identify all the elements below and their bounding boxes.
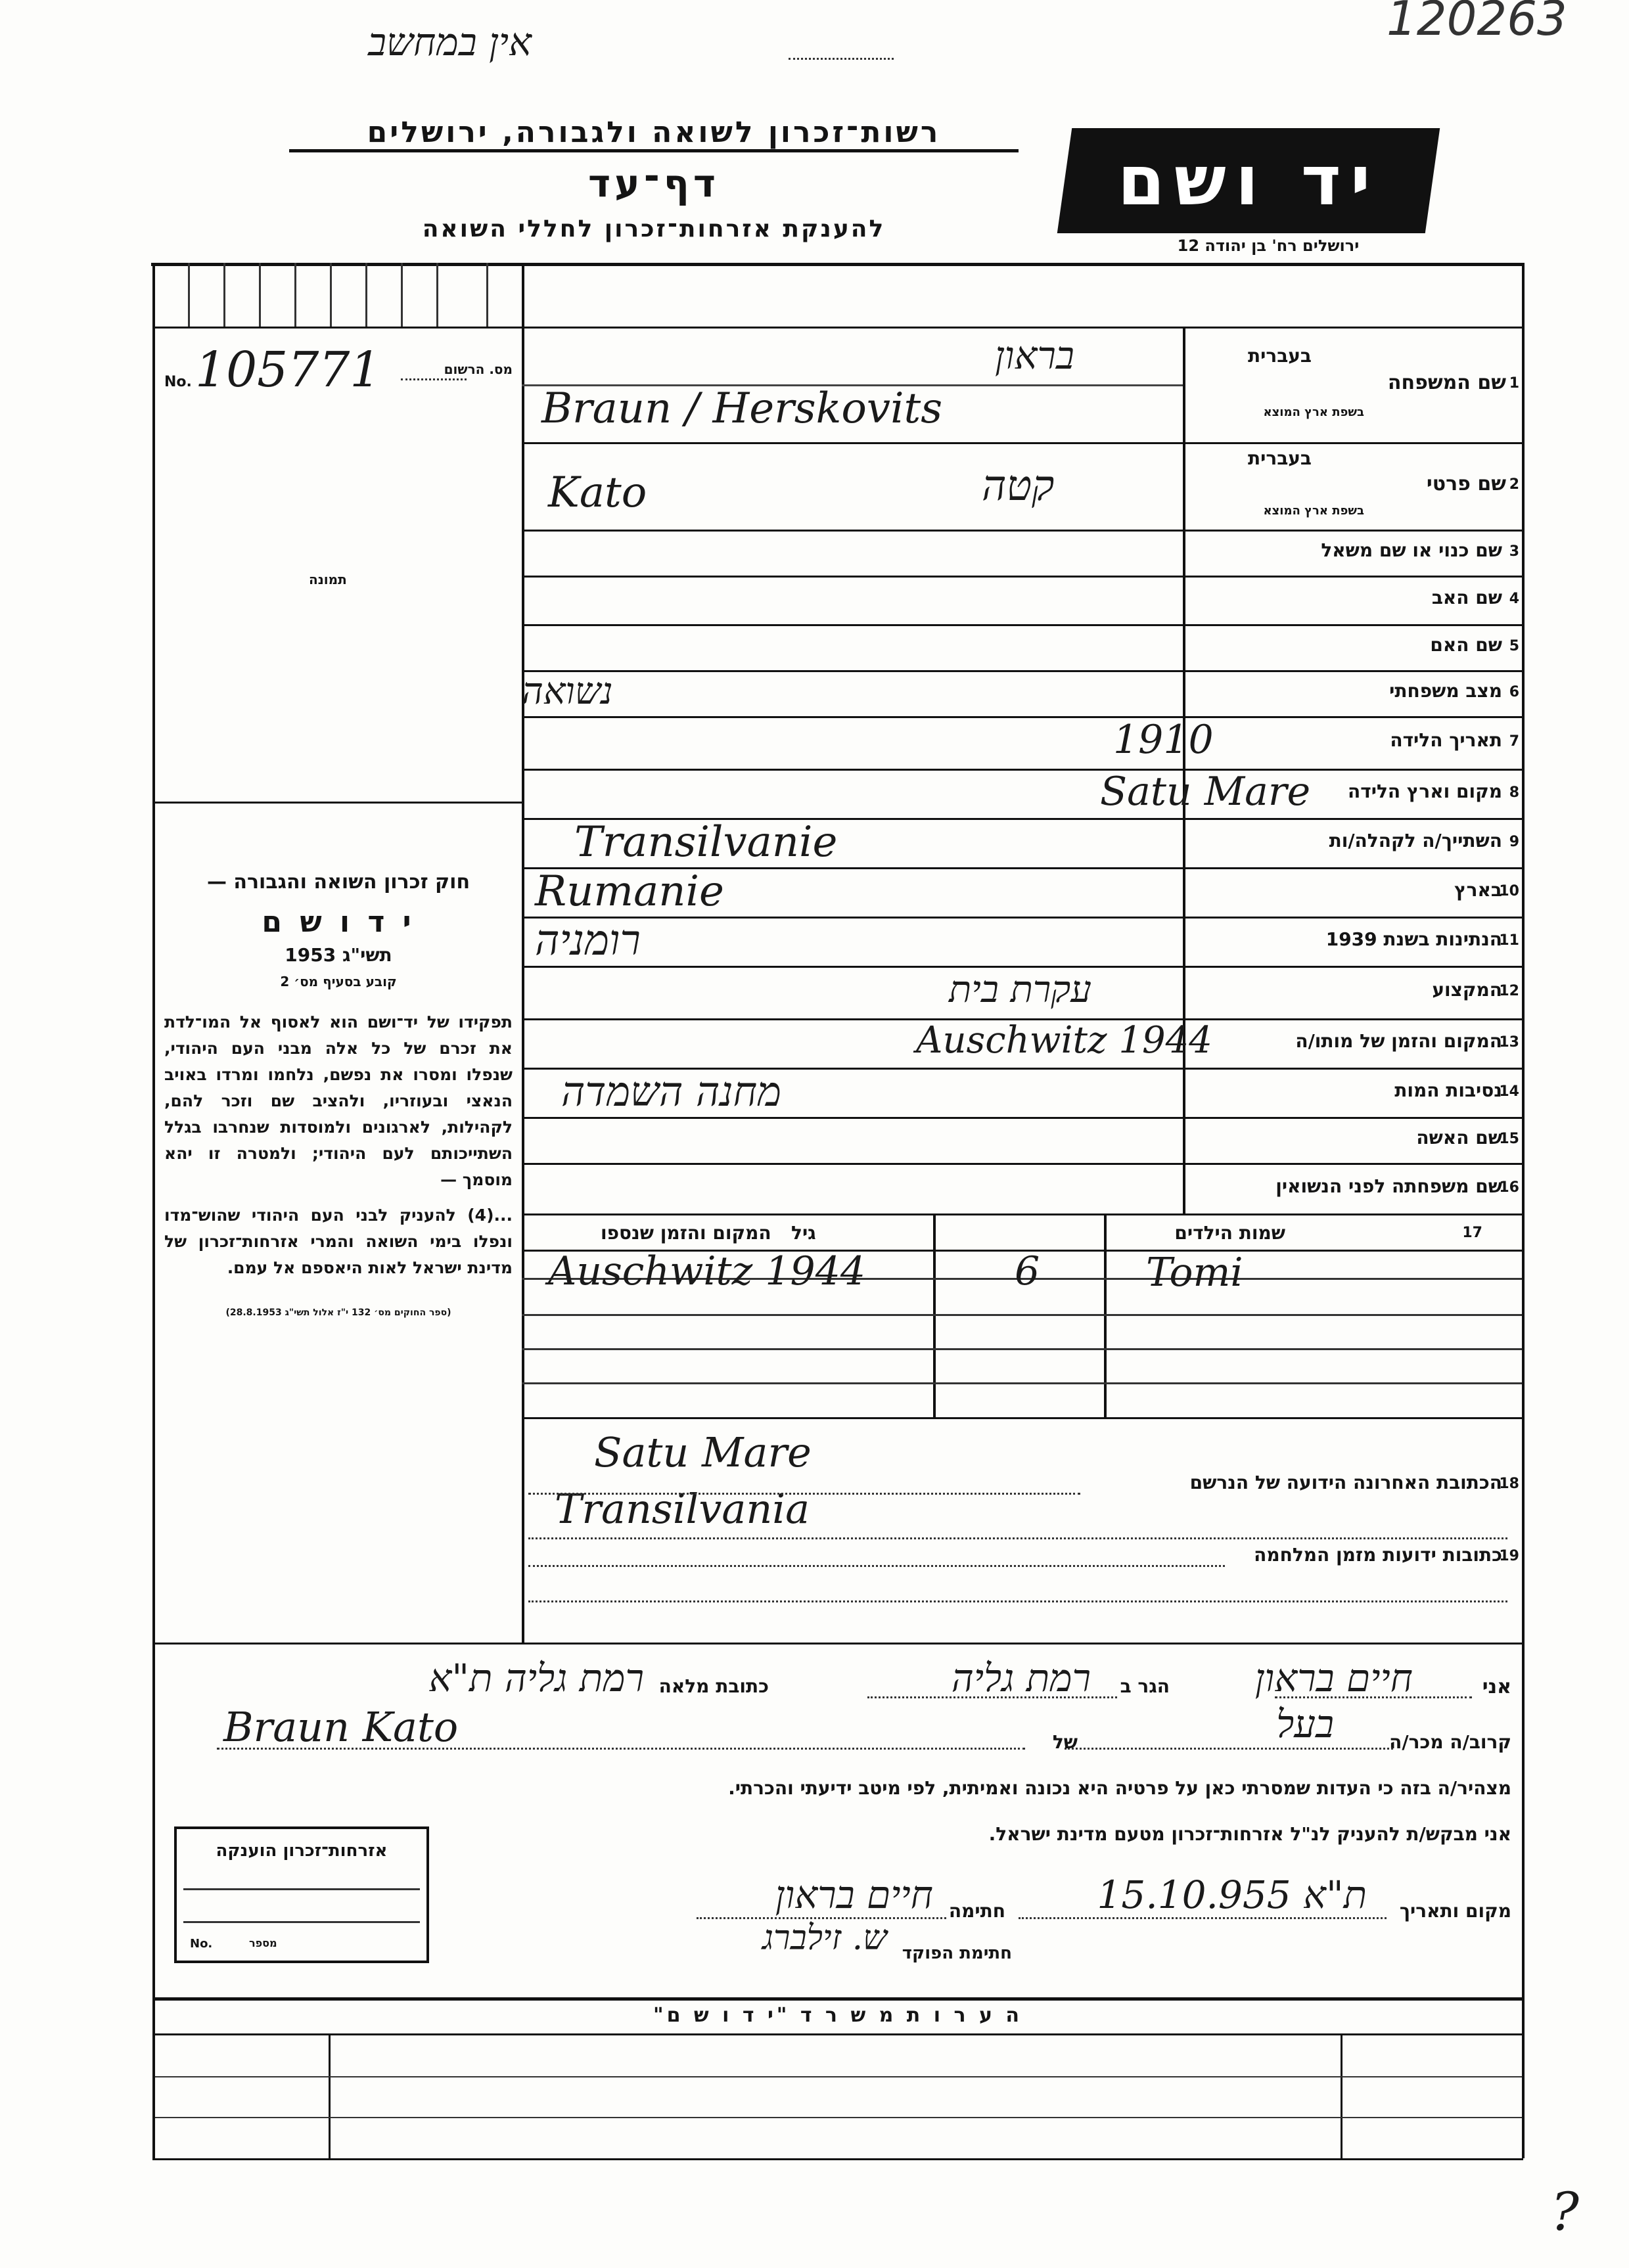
field-row-4 bbox=[522, 576, 1522, 626]
yad-vashem-logo bbox=[1057, 128, 1440, 233]
decl-relation-value: בעל bbox=[1276, 1702, 1334, 1746]
children-col-age: גיל bbox=[791, 1222, 816, 1244]
field-13-num: 13 bbox=[1499, 1033, 1519, 1051]
field-1-sub-orig: בשפת ארץ המוצא bbox=[1263, 405, 1364, 419]
field-14-num: 14 bbox=[1499, 1083, 1519, 1100]
field-19-num: 19 bbox=[1499, 1548, 1519, 1564]
decl-place-date-label: מקום ותאריך bbox=[1399, 1900, 1511, 1922]
field-19-label: כתובות ידועות מזמן המלחמה bbox=[1254, 1544, 1502, 1566]
decl-ani-label: אני bbox=[1482, 1675, 1511, 1698]
form-title: דף־עד bbox=[587, 161, 720, 206]
field-12-label: המקצוע bbox=[1432, 979, 1502, 1001]
decl-gar-label: הגר ב bbox=[1120, 1675, 1170, 1697]
law-year: תשי"ג 1953 bbox=[285, 944, 392, 966]
field-18-line1: Satu Mare bbox=[594, 1428, 812, 1476]
child-name: Tomi bbox=[1146, 1250, 1243, 1296]
field-row-3 bbox=[522, 530, 1522, 578]
certificate-title: אזרחות־זכרון הוענקה bbox=[216, 1841, 388, 1861]
children-col-place: המקום והזמן שנספו bbox=[601, 1222, 771, 1244]
field-row-5 bbox=[522, 624, 1522, 672]
field-11-label: הנתינות בשנת 1939 bbox=[1325, 928, 1502, 950]
law-heading: חוק זכרון השואה והגבורה — bbox=[206, 871, 470, 894]
decl-place-date-value: ת"א 15.10.955 bbox=[1097, 1872, 1367, 1917]
field-18-label: הכתובת האחרונה הידועה של הנרשם bbox=[1189, 1472, 1502, 1493]
field-9-label: השתייך/ה לקהלה/ות bbox=[1329, 829, 1502, 851]
archive-number: 120263 bbox=[1387, 0, 1567, 46]
scribble bbox=[789, 58, 894, 60]
field-7-num: 7 bbox=[1509, 733, 1519, 750]
law-excerpt bbox=[164, 871, 513, 1318]
field-row-9 bbox=[522, 818, 1522, 869]
field-1-value-heb: בראון bbox=[995, 333, 1074, 378]
field-row-family-name bbox=[522, 327, 1522, 444]
field-12-value: עקרת בית bbox=[949, 968, 1091, 1011]
field-6-label: מצב משפחתי bbox=[1389, 680, 1502, 702]
registration-no-prefix: No. bbox=[164, 374, 192, 390]
field-3-label: שם כנוי או שם משאל bbox=[1321, 539, 1502, 561]
field-1-label: שם המשפחה bbox=[1387, 371, 1506, 394]
certificate-mispar: מספר bbox=[249, 1937, 277, 1949]
field-9-value: Transilvanie bbox=[574, 818, 838, 867]
field-14-label: נסיבות המות bbox=[1394, 1079, 1502, 1101]
decl-officer-label: חתימת הפוקד bbox=[902, 1943, 1012, 1963]
field-row-11 bbox=[522, 917, 1522, 968]
top-handwritten-note: אין במחשב bbox=[368, 20, 532, 64]
decl-statement-2: אני מבקש/ת להעניק לנ"ל אזרחות־זכרון מטעם מדינת ישראל. bbox=[988, 1823, 1511, 1845]
decl-address-label: כתובת מלאה bbox=[658, 1675, 769, 1697]
registration-no-value: 105771 bbox=[195, 342, 381, 398]
decl-ani-value: חיים בראון bbox=[1254, 1656, 1413, 1700]
children-num: 17 bbox=[1462, 1225, 1482, 1241]
children-header bbox=[522, 1213, 1522, 1252]
decl-statement-1: מצהיר/ה בזה כי העדות שמסרתי כאן על פרטיה היא נכונה ואמיתית, לפי מיטב ידיעתי והכרתי. bbox=[728, 1777, 1511, 1799]
decl-gar-value: רמת גליה bbox=[951, 1656, 1091, 1700]
certificate-no-label: No. bbox=[190, 1937, 213, 1951]
field-2-num: 2 bbox=[1509, 476, 1519, 493]
field-1-value: Braun / Herskovits bbox=[541, 384, 943, 433]
field-16-num: 16 bbox=[1499, 1179, 1519, 1196]
field-5-label: שם האם bbox=[1430, 634, 1502, 656]
law-paragraph-1: תפקידו של יד־ושם הוא לאסוף אל המו־לדת את זכרם של כל אלה מבני העם היהודי, שנפלו ומסרו את נפשם, נלחמו ומרדו באויב הנאצי ובעוזריו, ולהציב שם וזכר להם, לקהילות, לארגונים ולמוסדות שנחרבו בגלל השתייכותם לעם היהודי; ולמטרה זו יהא מוסמך — bbox=[164, 1012, 513, 1189]
field-13-value: Auschwitz 1944 bbox=[916, 1019, 1212, 1062]
field-row-last-address bbox=[522, 1419, 1522, 1577]
field-10-value: Rumanie bbox=[535, 867, 724, 916]
field-4-label: שם האב bbox=[1431, 587, 1502, 608]
field-row-13 bbox=[522, 1018, 1522, 1070]
child-place: Auschwitz 1944 bbox=[548, 1248, 866, 1294]
field-15-label: שם האשה bbox=[1416, 1127, 1502, 1148]
field-row-16 bbox=[522, 1163, 1522, 1215]
field-2-sub-orig: בשפת ארץ המוצא bbox=[1263, 504, 1364, 518]
field-row-15 bbox=[522, 1117, 1522, 1165]
field-8-label: מקום וארץ הלידה bbox=[1348, 780, 1502, 802]
decl-signature-value: חיים בראון bbox=[775, 1872, 933, 1917]
field-11-value: רומניה bbox=[535, 917, 641, 965]
field-row-8 bbox=[522, 769, 1522, 820]
field-2-value-heb: קטה bbox=[982, 462, 1055, 510]
logo-text: יד ושם bbox=[1117, 141, 1380, 221]
photo-label: תמונה bbox=[309, 572, 347, 587]
field-18-num: 18 bbox=[1499, 1476, 1519, 1492]
field-6-num: 6 bbox=[1509, 684, 1519, 700]
field-8-value: Satu Mare bbox=[1100, 769, 1311, 815]
field-row-6 bbox=[522, 670, 1522, 718]
law-footer: (ספר החוקים מס׳ 132 י"ז אלול תשי"ג 28.8.1953) bbox=[225, 1307, 451, 1318]
field-2-label: שם פרטי bbox=[1426, 472, 1506, 495]
field-1-num: 1 bbox=[1509, 375, 1519, 392]
field-7-label: תאריך הלידה bbox=[1390, 729, 1502, 751]
field-5-num: 5 bbox=[1509, 638, 1519, 654]
field-18-line2: Transilvania bbox=[555, 1485, 810, 1533]
field-row-14 bbox=[522, 1068, 1522, 1119]
field-row-first-name bbox=[522, 442, 1522, 532]
decl-signature-label: חתימה bbox=[948, 1900, 1005, 1922]
field-4-num: 4 bbox=[1509, 591, 1519, 607]
field-10-label: בארץ bbox=[1454, 878, 1502, 901]
field-13-label: המקום והזמן של מותו/ה bbox=[1295, 1030, 1502, 1052]
field-1-sub-heb: בעברית bbox=[1247, 345, 1312, 367]
field-row-7 bbox=[522, 716, 1522, 771]
field-14-value: מחנה השמדה bbox=[561, 1068, 781, 1116]
field-12-num: 12 bbox=[1499, 983, 1519, 999]
decl-address-value: רמת גליה ת"א bbox=[428, 1656, 644, 1700]
field-6-value: נשואה bbox=[522, 670, 613, 713]
children-col-names: שמות הילדים bbox=[1174, 1222, 1285, 1244]
field-10-num: 10 bbox=[1499, 882, 1519, 899]
certificate-box bbox=[174, 1826, 429, 1963]
authority-title: רשות־זכרון לשואה ולגבורה, ירושלים bbox=[289, 116, 1019, 152]
registration-number bbox=[164, 342, 513, 398]
field-2-value: Kato bbox=[548, 468, 647, 517]
form-subtitle: להענקת אזרחות־זכרון לחללי השואה bbox=[422, 215, 886, 242]
bottom-mark: ? bbox=[1551, 2181, 1579, 2242]
child-age: 6 bbox=[1015, 1248, 1040, 1294]
decl-relation-label: קרוב/ה מכר/ה bbox=[1389, 1731, 1511, 1753]
child-row bbox=[522, 1248, 1522, 1296]
field-16-label: שם משפחתה לפני הנשואין bbox=[1275, 1175, 1502, 1197]
field-row-10 bbox=[522, 867, 1522, 919]
field-row-12 bbox=[522, 966, 1522, 1020]
office-notes-title: ה ע ר ו ת מ ש ר ד "י ד ו ש ם" bbox=[653, 2004, 1023, 2027]
law-name: י ד ו ש ם bbox=[262, 905, 415, 939]
decl-shel-label: של bbox=[1052, 1731, 1078, 1753]
field-9-num: 9 bbox=[1509, 833, 1519, 850]
law-section: קובע בסעיף מס׳ 2 bbox=[280, 974, 397, 989]
field-3-num: 3 bbox=[1509, 543, 1519, 560]
field-2-sub-heb: בעברית bbox=[1247, 447, 1312, 469]
logo-address: ירושלים רח' בן יהודה 12 bbox=[1177, 237, 1360, 255]
decl-officer-value: ש. זילברג bbox=[762, 1918, 887, 1958]
field-15-num: 15 bbox=[1499, 1131, 1519, 1147]
field-8-num: 8 bbox=[1509, 784, 1519, 801]
field-11-num: 11 bbox=[1499, 932, 1519, 949]
field-7-value: 1910 bbox=[1113, 717, 1214, 763]
law-paragraph-2: ...(4) להעניק לבני העם היהודי שהוש־מדו ונפלו בימי השואה והמרי אזרחות־זכרון של מדינת ישראל לאות היאספם אל עמם. bbox=[164, 1206, 513, 1277]
registration-label: מס. הרשום bbox=[444, 361, 513, 377]
decl-shel-value: Braun Kato bbox=[223, 1703, 459, 1751]
